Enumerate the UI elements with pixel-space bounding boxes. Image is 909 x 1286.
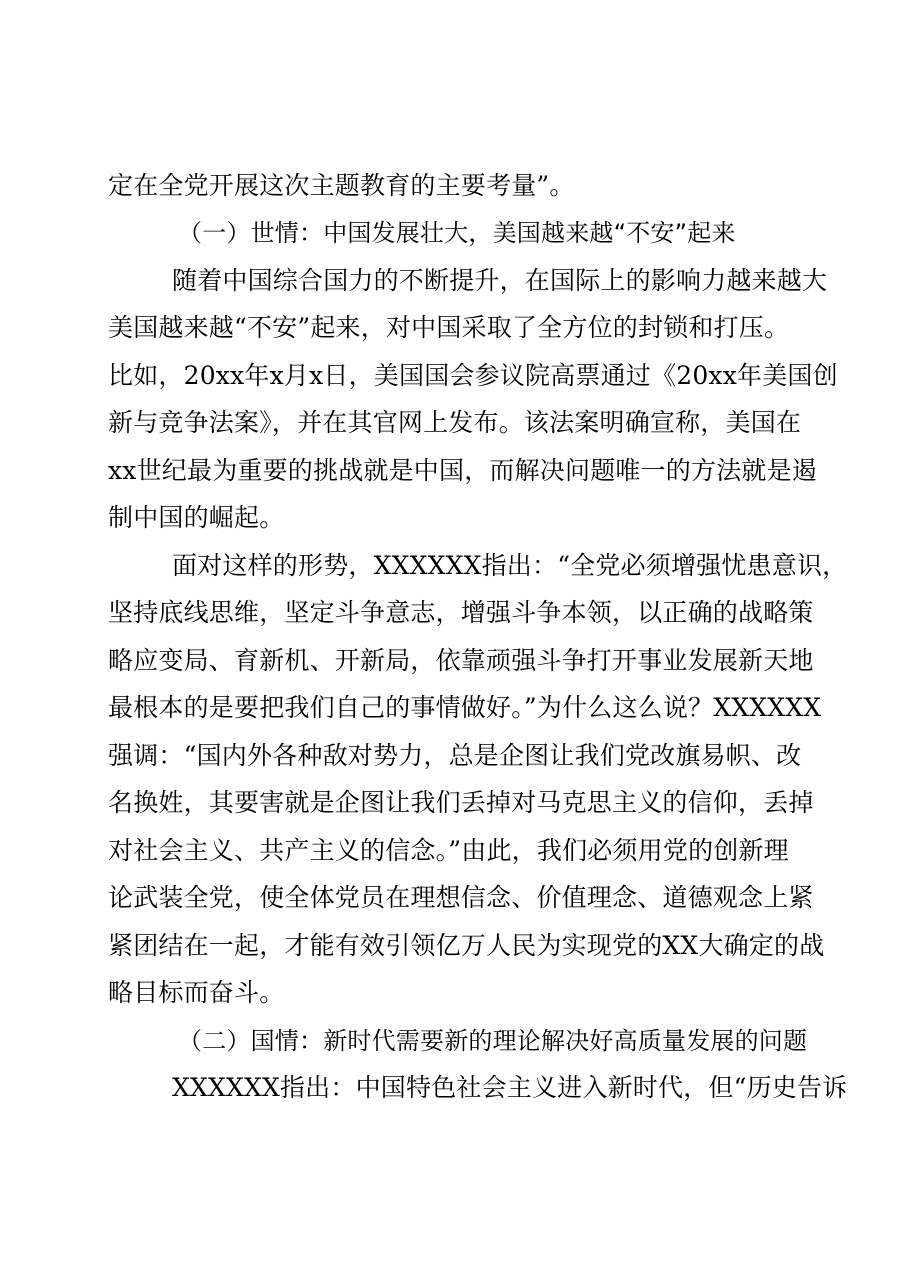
paragraph-line: 定在全党开展这次主题教育的主要考量”。 bbox=[108, 171, 575, 200]
paragraph-line: 最根本的是要把我们自己的事情做好。”为什么这么说？XXXXXX bbox=[108, 693, 822, 722]
paragraph-line: 略目标而奋斗。 bbox=[108, 978, 285, 1007]
paragraph-line: 制中国的崛起。 bbox=[108, 503, 285, 532]
paragraph-line: xx世纪最为重要的挑战就是中国，而解决问题唯一的方法就是遏 bbox=[108, 456, 818, 485]
paragraph-line: 名换姓，其要害就是企图让我们丢掉对马克思主义的信仰，丢掉 bbox=[108, 788, 814, 817]
paragraph-line: 对社会主义、共产主义的信念。”由此，我们必须用党的创新理 bbox=[108, 836, 789, 865]
paragraph-line: 随着中国综合国力的不断提升，在国际上的影响力越来越大 bbox=[172, 266, 828, 295]
paragraph-line: 略应变局、育新机、开新局，依靠顽强斗争打开事业发展新天地 bbox=[108, 646, 814, 675]
paragraph-line: XXXXXX指出：中国特色社会主义进入新时代，但“历史告诉 bbox=[172, 1073, 848, 1102]
paragraph-line: 美国越来越“不安”起来，对中国采取了全方位的封锁和打压。 bbox=[108, 313, 790, 342]
section-heading: （一）世情：中国发展壮大，美国越来越“不安”起来 bbox=[178, 219, 736, 247]
paragraph-line: 新与竞争法案》，并在其官网上发布。该法案明确宣称，美国在 bbox=[108, 408, 802, 437]
paragraph-line: 坚持底线思维，坚定斗争意志，增强斗争本领，以正确的战略策 bbox=[108, 598, 814, 627]
section-heading: （二）国情：新时代需要新的理论解决好高质量发展的问题 bbox=[178, 1027, 808, 1055]
paragraph-line: 论武装全党，使全体党员在理想信念、价值理念、道德观念上紧 bbox=[108, 883, 814, 912]
paragraph-line: 紧团结在一起，才能有效引领亿万人民为实现党的XX大确定的战 bbox=[108, 931, 825, 960]
paragraph-line: 强调：“国内外各种敌对势力，总是企图让我们党改旗易帜、改 bbox=[108, 741, 802, 770]
paragraph-line: 面对这样的形势，XXXXXX指出：“全党必须增强忧患意识， bbox=[172, 551, 848, 580]
paragraph-line: 比如，20xx年x月x日，美国国会参议院高票通过《20xx年美国创 bbox=[108, 361, 838, 390]
